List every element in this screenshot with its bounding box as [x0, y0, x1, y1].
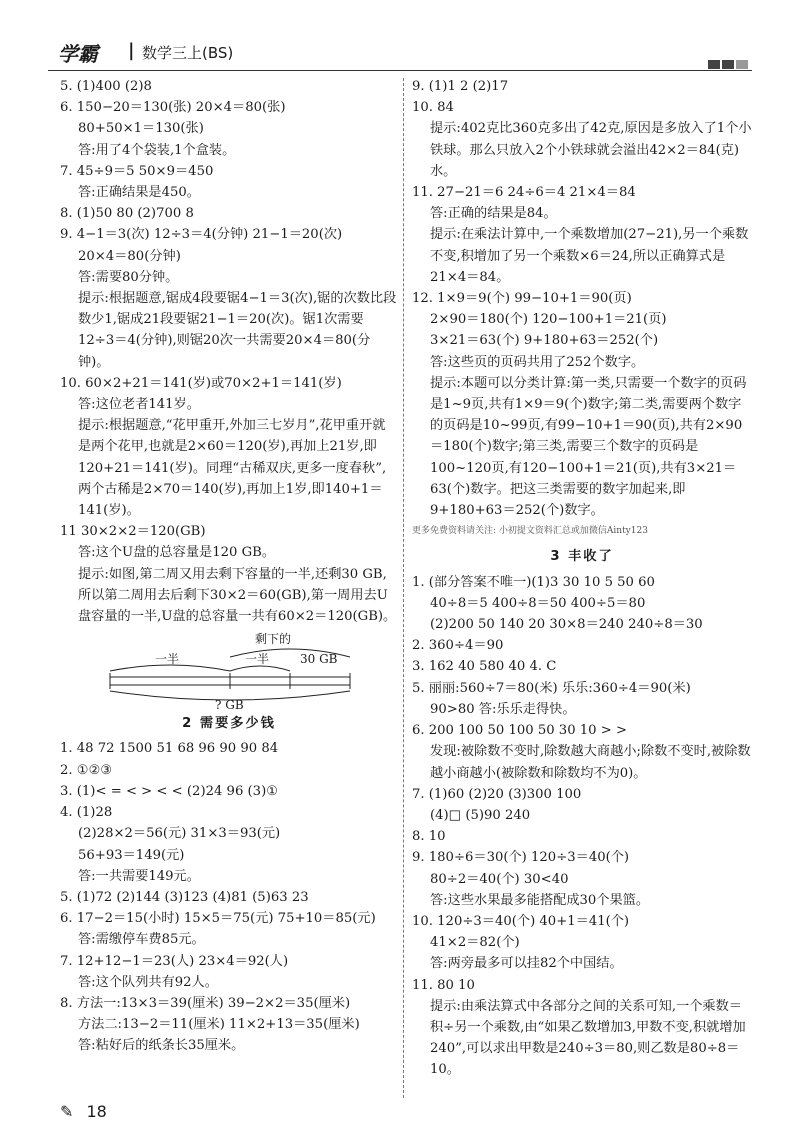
answer-line: 3. 162 40 580 40 4. C	[412, 659, 557, 675]
answer-line: 答:粘好后的纸条长35厘米。	[78, 1038, 245, 1054]
answer-line: 1. (部分答案不唯一)(1)3 30 10 5 50 60	[412, 574, 655, 590]
answer-line: 答:正确结果是450。	[78, 185, 200, 201]
column-divider	[403, 78, 404, 1098]
answer-line: 答:这位老者141岁。	[78, 397, 200, 413]
answer-line: 3×21＝63(个) 9+180+63＝252(个)	[430, 333, 659, 349]
answer-line: 40÷8＝5 400÷8＝50 400÷5＝80	[430, 595, 646, 611]
answer-line: 答:这些页的页码共用了252个数字。	[430, 354, 645, 370]
answer-line: 6. 150−20＝130(张) 20×4＝80(张)	[60, 100, 286, 116]
answer-line: 4. (1)28	[60, 805, 113, 821]
answer-line: 90>80 答:乐乐走得快。	[430, 701, 576, 717]
page-footer	[60, 1102, 107, 1121]
brand-logo: 学霸	[58, 42, 98, 66]
answer-line: 11. 27−21＝6 24÷6＝4 21×4＝84	[412, 185, 636, 201]
page-header	[48, 30, 752, 70]
answer-line: 80+50×1＝130(张)	[78, 121, 204, 137]
answer-line: 答:两旁最多可以挂82个中国结。	[430, 956, 623, 972]
answer-line: 提示:在乘法计算中,一个乘数增加(27−21),另一个乘数不变,积增加了另一个乘数×6＝24,所以正确算式是21×4＝84。	[430, 227, 749, 285]
answer-line: 7. 45÷9＝5 50×9＝450	[60, 163, 214, 179]
header-separator: |	[128, 40, 135, 61]
answer-line: 41×2＝82(个)	[430, 935, 520, 951]
answer-line: 提示:由乘法算式中各部分之间的关系可知,一个乘数＝积÷另一个乘数,由“如果乙数增加3,甲数不变,积就增加240”,可以求出甲数是240÷3＝80,则乙数是80÷8＝10。	[430, 998, 746, 1078]
answer-line: 5. (1)72 (2)144 (3)123 (4)81 (5)63 23	[60, 889, 309, 905]
answer-line: 答:需要80分钟。	[78, 269, 179, 285]
answer-line: 提示:402克比360克多出了42克,原因是多放入了1个小铁球。那么只放入2个小铁球就会溢出42×2＝84(克)水。	[430, 121, 752, 179]
answer-line: 6. 200 100 50 100 50 30 10 > >	[412, 723, 628, 739]
answer-line: 5. (1)400 (2)8	[60, 79, 152, 94]
answer-line: (2)200 50 140 20 30×8＝240 240÷8＝30	[430, 617, 703, 633]
answer-line: 答:需缴停车费85元。	[78, 932, 205, 948]
answer-line: 9. 4−1＝3(次) 12÷3＝4(分钟) 21−1＝20(次)	[60, 227, 343, 243]
diagram-remaining-label: 剩下的	[255, 632, 292, 647]
page-number: 18	[86, 1102, 107, 1121]
left-column	[60, 76, 398, 1057]
answer-line: 答:这个队列共有92人。	[78, 974, 218, 990]
answer-line: 答:这些水果最多能搭配成30个果篮。	[430, 892, 650, 908]
section-2-title: 2 需要多少钱	[182, 716, 276, 732]
answer-line: 2. 360÷4＝90	[412, 638, 504, 654]
answer-line: 10. 120÷3＝40(个) 40+1＝41(个)	[412, 913, 630, 929]
answer-line: (4)□ (5)90 240	[430, 807, 531, 823]
diagram-half1-label: 一半	[155, 652, 180, 667]
answer-line: 方法二:13−2＝11(厘米) 11×2+13＝35(厘米)	[78, 1017, 360, 1033]
watermark-text: 更多免费资料请关注: 小初提文资料汇总或加微信Ainty123	[412, 526, 648, 537]
answer-line: 2×90＝180(个) 120−100+1＝21(页)	[430, 312, 667, 328]
header-rule	[48, 70, 752, 71]
answer-line: 8. (1)50 80 (2)700 8	[60, 206, 194, 222]
pencil-icon: ✎	[60, 1102, 74, 1121]
answer-line: 答:一共需要149元。	[78, 868, 200, 884]
subject-title: 数学三上(BS)	[142, 44, 234, 62]
diagram-total-label: ? GB	[215, 698, 244, 713]
answer-line: 12. 1×9＝9(个) 99−10+1＝90(页)	[412, 291, 632, 307]
answer-line: 9. 180÷6＝30(个) 120÷3＝40(个)	[412, 850, 630, 866]
answer-line: 提示:根据题意,“花甲重开,外加三七岁月”,花甲重开就是两个花甲,也就是2×60＝120(岁),再加上21岁,即120+21＝141(岁)。同理“古稀双庆,更多一度春秋”,两个古稀是2×70＝140(岁),再加上1岁,即140+1＝141(岁)。	[78, 418, 387, 519]
answer-line: 10. 60×2+21＝141(岁)或70×2+1＝141(岁)	[60, 375, 342, 391]
answer-line: 11. 80 10	[412, 977, 475, 993]
answer-line: 发现:被除数不变时,除数越大商越小;除数不变时,被除数越小商越小(被除数和除数均不为0)。	[430, 744, 751, 781]
section-3-title: 3 丰收了	[550, 549, 614, 565]
answer-line: 答:这个U盘的总容量是120 GB。	[78, 545, 276, 561]
answer-line: 答:用了4个袋装,1个盒装。	[78, 142, 236, 158]
answer-line: 9. (1)1 2 (2)17	[412, 79, 509, 94]
answer-line: 80÷2＝40(个) 30<40	[430, 871, 569, 887]
answer-line: 5. 丽丽:560÷7＝80(米) 乐乐:360÷4＝90(米)	[412, 680, 691, 696]
answer-line: 6. 17−2＝15(小时) 15×5＝75(元) 75+10＝85(元)	[60, 911, 376, 927]
answer-line: 提示:本题可以分类计算:第一类,只需要一个数字的页码是1~9页,共有1×9＝9(个)数字;第二类,需要两个数字的页码是10~99页,有99−10+1＝90(页),共有2×90＝180(个)数字;第三类,需要三个数字的页码是100~120页,有120−100+1＝21(页),共有3×21＝63(个)数字。把这三类需要的数字加起来,即9+180+63＝252(个)数字。	[430, 375, 747, 519]
answer-line: (2)28×2＝56(元) 31×3＝93(元)	[78, 826, 281, 842]
answer-line: 56+93＝149(元)	[78, 847, 185, 863]
answer-line: 20×4＝80(分钟)	[78, 248, 181, 264]
answer-line: 7. (1)60 (2)20 (3)300 100	[412, 786, 582, 802]
answer-line: 11 30×2×2＝120(GB)	[60, 524, 206, 540]
answer-line: 1. 48 72 1500 51 68 96 90 90 84	[60, 741, 279, 757]
answer-line: 8. 方法一:13×3＝39(厘米) 39−2×2＝35(厘米)	[60, 995, 351, 1011]
capacity-diagram	[100, 629, 360, 713]
diagram-half2-label: 一半	[245, 652, 270, 667]
diagram-30gb-label: 30 GB	[300, 652, 338, 667]
right-column	[412, 76, 752, 1081]
answer-line: 提示:根据题意,锯成4段要锯4−1＝3(次),锯的次数比段数少1,锯成21段要锯21−1＝20(次)。锯1次需要12÷3＝4(分钟),则锯20次一共需要20×4＝80(分钟)。	[78, 291, 397, 370]
answer-line: 7. 12+12−1＝23(人) 23×4＝92(人)	[60, 953, 289, 969]
answer-line: 10. 84	[412, 100, 454, 116]
answer-line: 3. (1)< = < > < < (2)24 96 (3)①	[60, 783, 279, 799]
answer-line: 提示:如图,第二周又用去剩下容量的一半,还剩30 GB,所以第二周用去后剩下30×2＝60(GB),第一周用去U盘容量的一半,U盘的总容量一共有60×2＝120(GB)。	[78, 566, 397, 625]
answer-line: 8. 10	[412, 829, 446, 845]
answer-line: 答:正确的结果是84。	[430, 206, 557, 222]
answer-line: 2. ①②③	[60, 762, 113, 778]
